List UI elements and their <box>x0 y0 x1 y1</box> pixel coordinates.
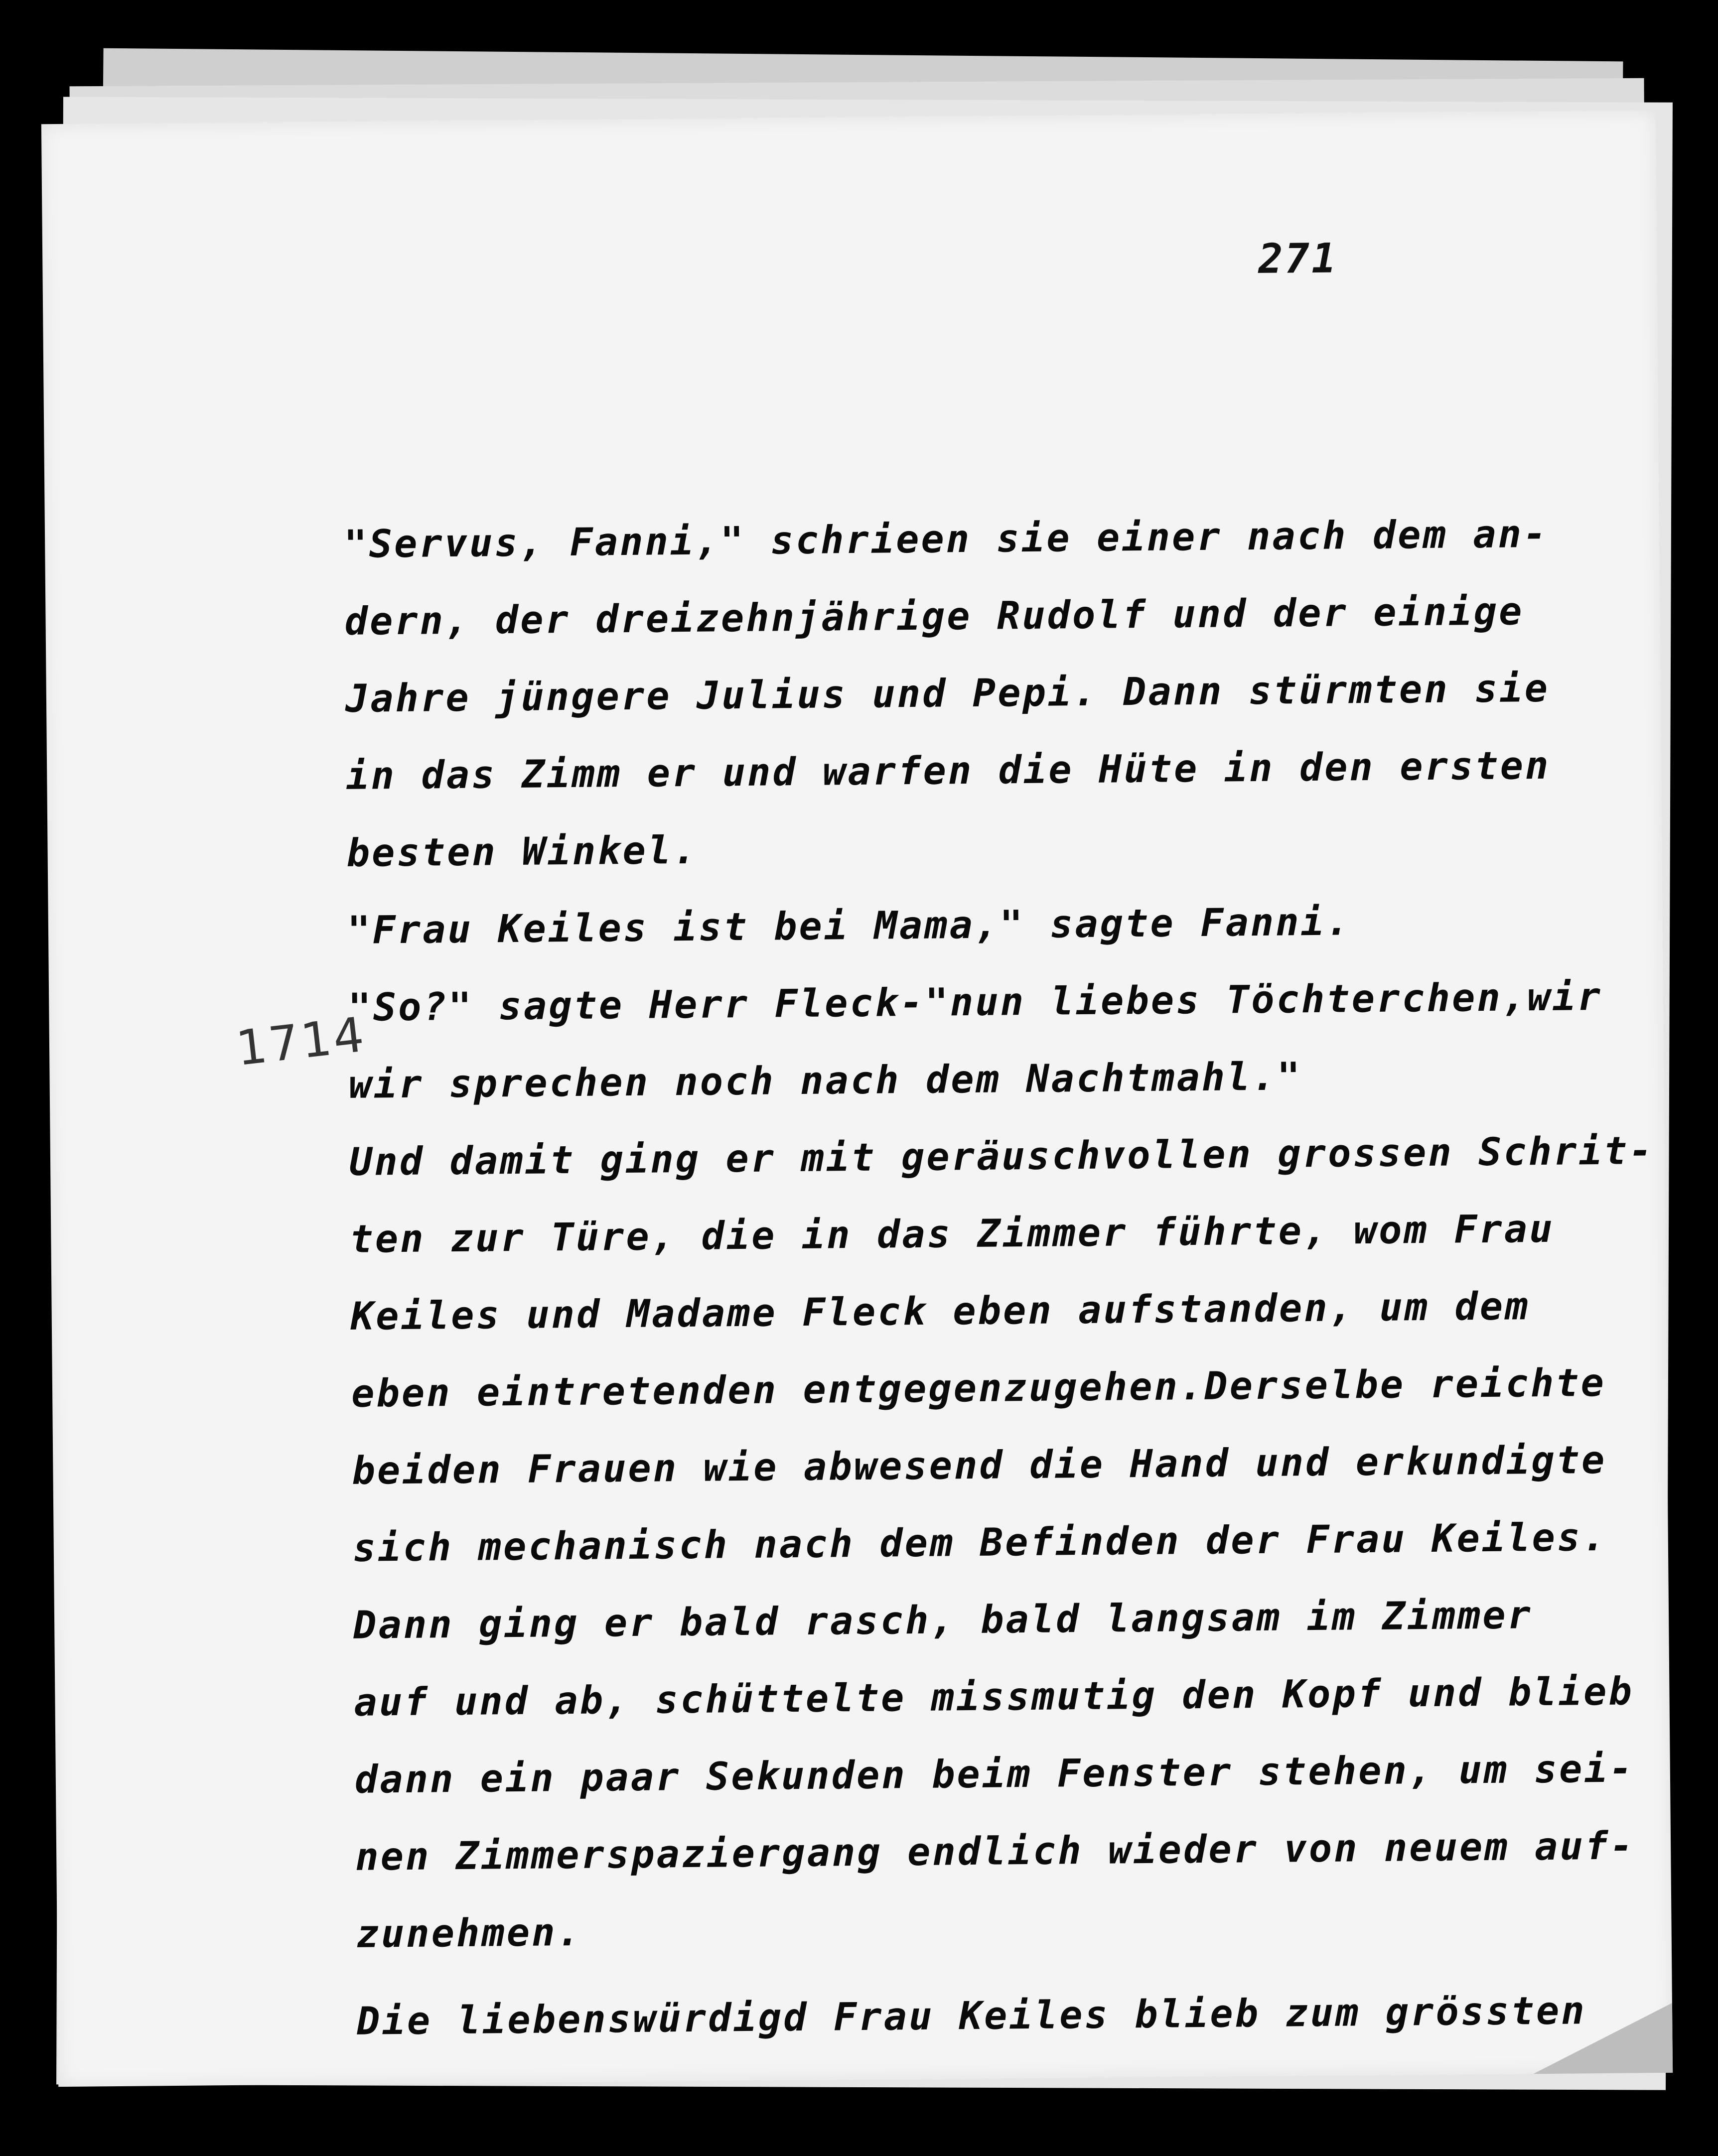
text-line: eben eintretenden entgegenzugehen.Derselbe reichte <box>351 1360 1606 1416</box>
text-line: Jahre jüngere Julius und Pepi. Dann stürmten sie <box>345 666 1550 721</box>
text-line: Dann ging er bald rasch, bald langsam im Zimmer <box>353 1593 1533 1648</box>
text-line: Und damit ging er mit geräuschvollen grossen Schrit- <box>349 1129 1654 1185</box>
text-line: zunehmen. <box>356 1910 582 1957</box>
text-line: ten zur Türe, die in das Zimmer führte, wom Frau <box>350 1207 1555 1262</box>
text-line: "So?" sagte Herr Fleck-"nun liebes Töchterchen,wir <box>347 974 1603 1030</box>
text-line: Die liebenswürdigd Frau Keiles blieb zum grössten <box>356 1989 1586 2044</box>
text-line: in das Zimm er und warfen die Hüte in den ersten <box>345 743 1551 799</box>
text-line: auf und ab, schüttelte missmutig den Kopf und blieb <box>354 1669 1634 1725</box>
text-line: "Servus, Fanni," schrieen sie einer nach dem an- <box>343 512 1549 567</box>
text-line: wir sprechen noch nach dem Nachtmahl." <box>348 1055 1302 1107</box>
text-line: dern, der dreizehnjährige Rudolf und der einige <box>344 589 1524 644</box>
handwritten-margin-note: 1714 <box>233 1006 369 1077</box>
page-number: 271 <box>1258 235 1338 283</box>
text-line: beiden Frauen wie abwesend die Hand und erkundigte <box>352 1438 1607 1493</box>
text-line: dann ein paar Sekunden beim Fenster stehen, um sei- <box>354 1747 1635 1802</box>
typewritten-page <box>41 110 1673 2087</box>
text-line: besten Winkel. <box>346 828 699 876</box>
text-line: "Frau Keiles ist bei Mama," sagte Fanni. <box>347 900 1351 953</box>
text-line: sich mechanisch nach dem Befinden der Frau Keiles. <box>352 1515 1608 1571</box>
text-line: Keiles und Madame Fleck eben aufstanden, um dem <box>350 1284 1530 1339</box>
text-line: nen Zimmerspaziergang endlich wieder von neuem auf- <box>355 1824 1635 1880</box>
page-corner-curl <box>1533 2003 1673 2074</box>
